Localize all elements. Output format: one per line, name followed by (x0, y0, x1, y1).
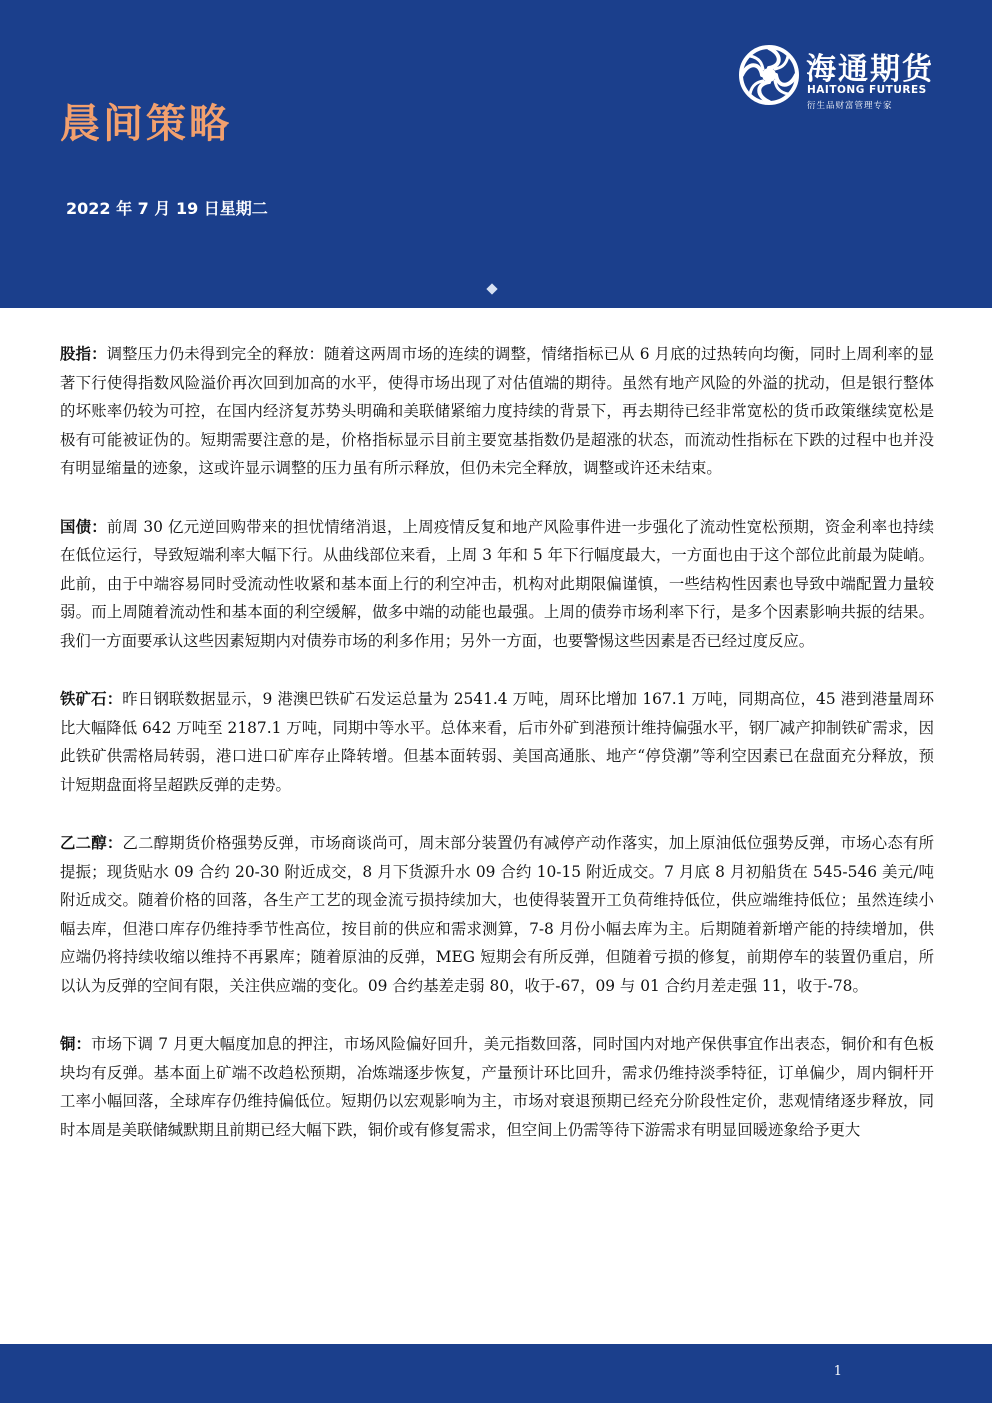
section-label: 铜： (60, 1035, 92, 1053)
diamond-icon (486, 283, 497, 294)
footer-band (0, 1344, 992, 1403)
page-title: 晨间策略 (60, 101, 232, 147)
report-date: 2022 年 7 月 19 日星期二 (66, 199, 268, 218)
section-text: 前周 30 亿元逆回购带来的担忧情绪消退，上周疫情反复和地产风险事件进一步强化了流动性宽松预期，资金利率也持续在低位运行，导致短端利率大幅下行。从曲线部位来看，上周 3 年和 5 年下行幅度最大，一方面也由于这个部位此前最为陡峭。此前，由于中端容易同时受流动性收紧和基本面上行的利空冲击，机构对此期限偏谨慎，一些结构性因素也导致中端配置力量较弱。而上周随着流动性和基本面的利空缓解，做多中端的动能也最强。上周的债券市场利率下行，是多个因素影响共振的结果。我们一方面要承认这些因素短期内对债券市场的利多作用；另外一方面，也要警惕这些因素是否已经过度反应。 (60, 517, 934, 650)
section-text: 调整压力仍未得到完全的释放：随着这两周市场的连续的调整，情绪指标已从 6 月底的过热转向均衡，同时上周利率的显著下行使得指数风险溢价再次回到加高的水平，使得市场出现了对估值端的期待。虽然有地产风险的外溢的扰动，但是银行整体的坏账率仍较为可控，在国内经济复苏势头明确和美联储紧缩力度持续的背景下，再去期待已经非常宽松的货币政策继续宽松是极有可能被证伪的。短期需要注意的是，价格指标显示目前主要宽基指数仍是超涨的状态，而流动性指标在下跌的过程中也并没有明显缩量的迹象，这或许显示调整的压力虽有所示释放，但仍未完全释放，调整或许还未结束。 (60, 345, 934, 477)
section-text: 昨日钢联数据显示，9 港澳巴铁矿石发运总量为 2541.4 万吨，周环比增加 167.1 万吨，同期高位，45 港到港量周环比大幅降低 642 万吨至 2187.1 万吨，同期中等水平。总体来看，后市外矿到港预计维持偏强水平，钢厂减产抑制铁矿需求，因此铁矿供需格局转弱，港口进口矿库存止降转增。但基本面转弱、美国高通胀、地产“停贷潮”等利空因素已在盘面充分释放，预计短期盘面将呈超跌反弹的走势。 (60, 690, 934, 794)
section-label: 国债： (60, 517, 107, 536)
company-logo (738, 42, 948, 112)
section-label: 乙二醇： (60, 834, 123, 852)
section-stock-index (60, 340, 934, 483)
section-label: 股指： (60, 345, 107, 363)
section-copper (60, 1030, 934, 1144)
section-text: 市场下调 7 月更大幅度加息的押注，市场风险偏好回升，美元指数回落，同时国内对地产保供事宜作出表态，铜价和有色板块均有反弹。基本面上矿端不改趋松预期，冶炼端逐步恢复，产量预计环比回升，需求仍维持淡季特征，订单偏少，周内铜杆开工率小幅回落，全球库存仍维持偏低位。短期仍以宏观影响为主，市场对衰退预期已经充分阶段性定价，悲观情绪逐步释放，同时本周是美联储缄默期且前期已经大幅下跌，铜价或有修复需求，但空间上仍需等待下游需求有明显回暖迹象给予更大 (60, 1035, 934, 1139)
section-text: 乙二醇期货价格强势反弹，市场商谈尚可，周末部分装置仍有减停产动作落实，加上原油低位强势反弹，市场心态有所提振；现货贴水 09 合约 20-30 附近成交，8 月下货源升水 09 合约 10-15 附近成交。7 月底 8 月初船货在 545-546 美元/吨附近成交。随着价格的回落，各生产工艺的现金流亏损持续加大，也使得装置开工负荷维持低位，供应端维持低位；虽然连续小幅去库，但港口库存仍维持季节性高位，按目前的供应和需求测算，7-8 月份小幅去库为主。后期随着新增产能的持续增加，供应端仍将持续收缩以维持不再累库；随着原油的反弹，MEG 短期会有所反弹，但随着亏损的修复，前期停车的装置仍重启，所以认为反弹的空间有限，关注供应端的变化。09 合约基差走弱 80，收于-67，09 与 01 合约月差走强 11，收于-78。 (60, 834, 934, 995)
section-treasury-bonds (60, 513, 934, 656)
section-ethylene-glycol (60, 829, 934, 1000)
logo-name-cn: 海通期货 (806, 52, 934, 87)
haitong-swirl-logo-icon (738, 44, 800, 106)
logo-name-en: HAITONG FUTURES (807, 84, 927, 96)
report-body (60, 340, 934, 1174)
header-band (0, 0, 992, 308)
page-number: 1 (833, 1364, 842, 1379)
section-label: 铁矿石： (60, 690, 123, 708)
logo-slogan: 衍生品财富管理专家 (807, 101, 893, 111)
section-iron-ore (60, 685, 934, 799)
